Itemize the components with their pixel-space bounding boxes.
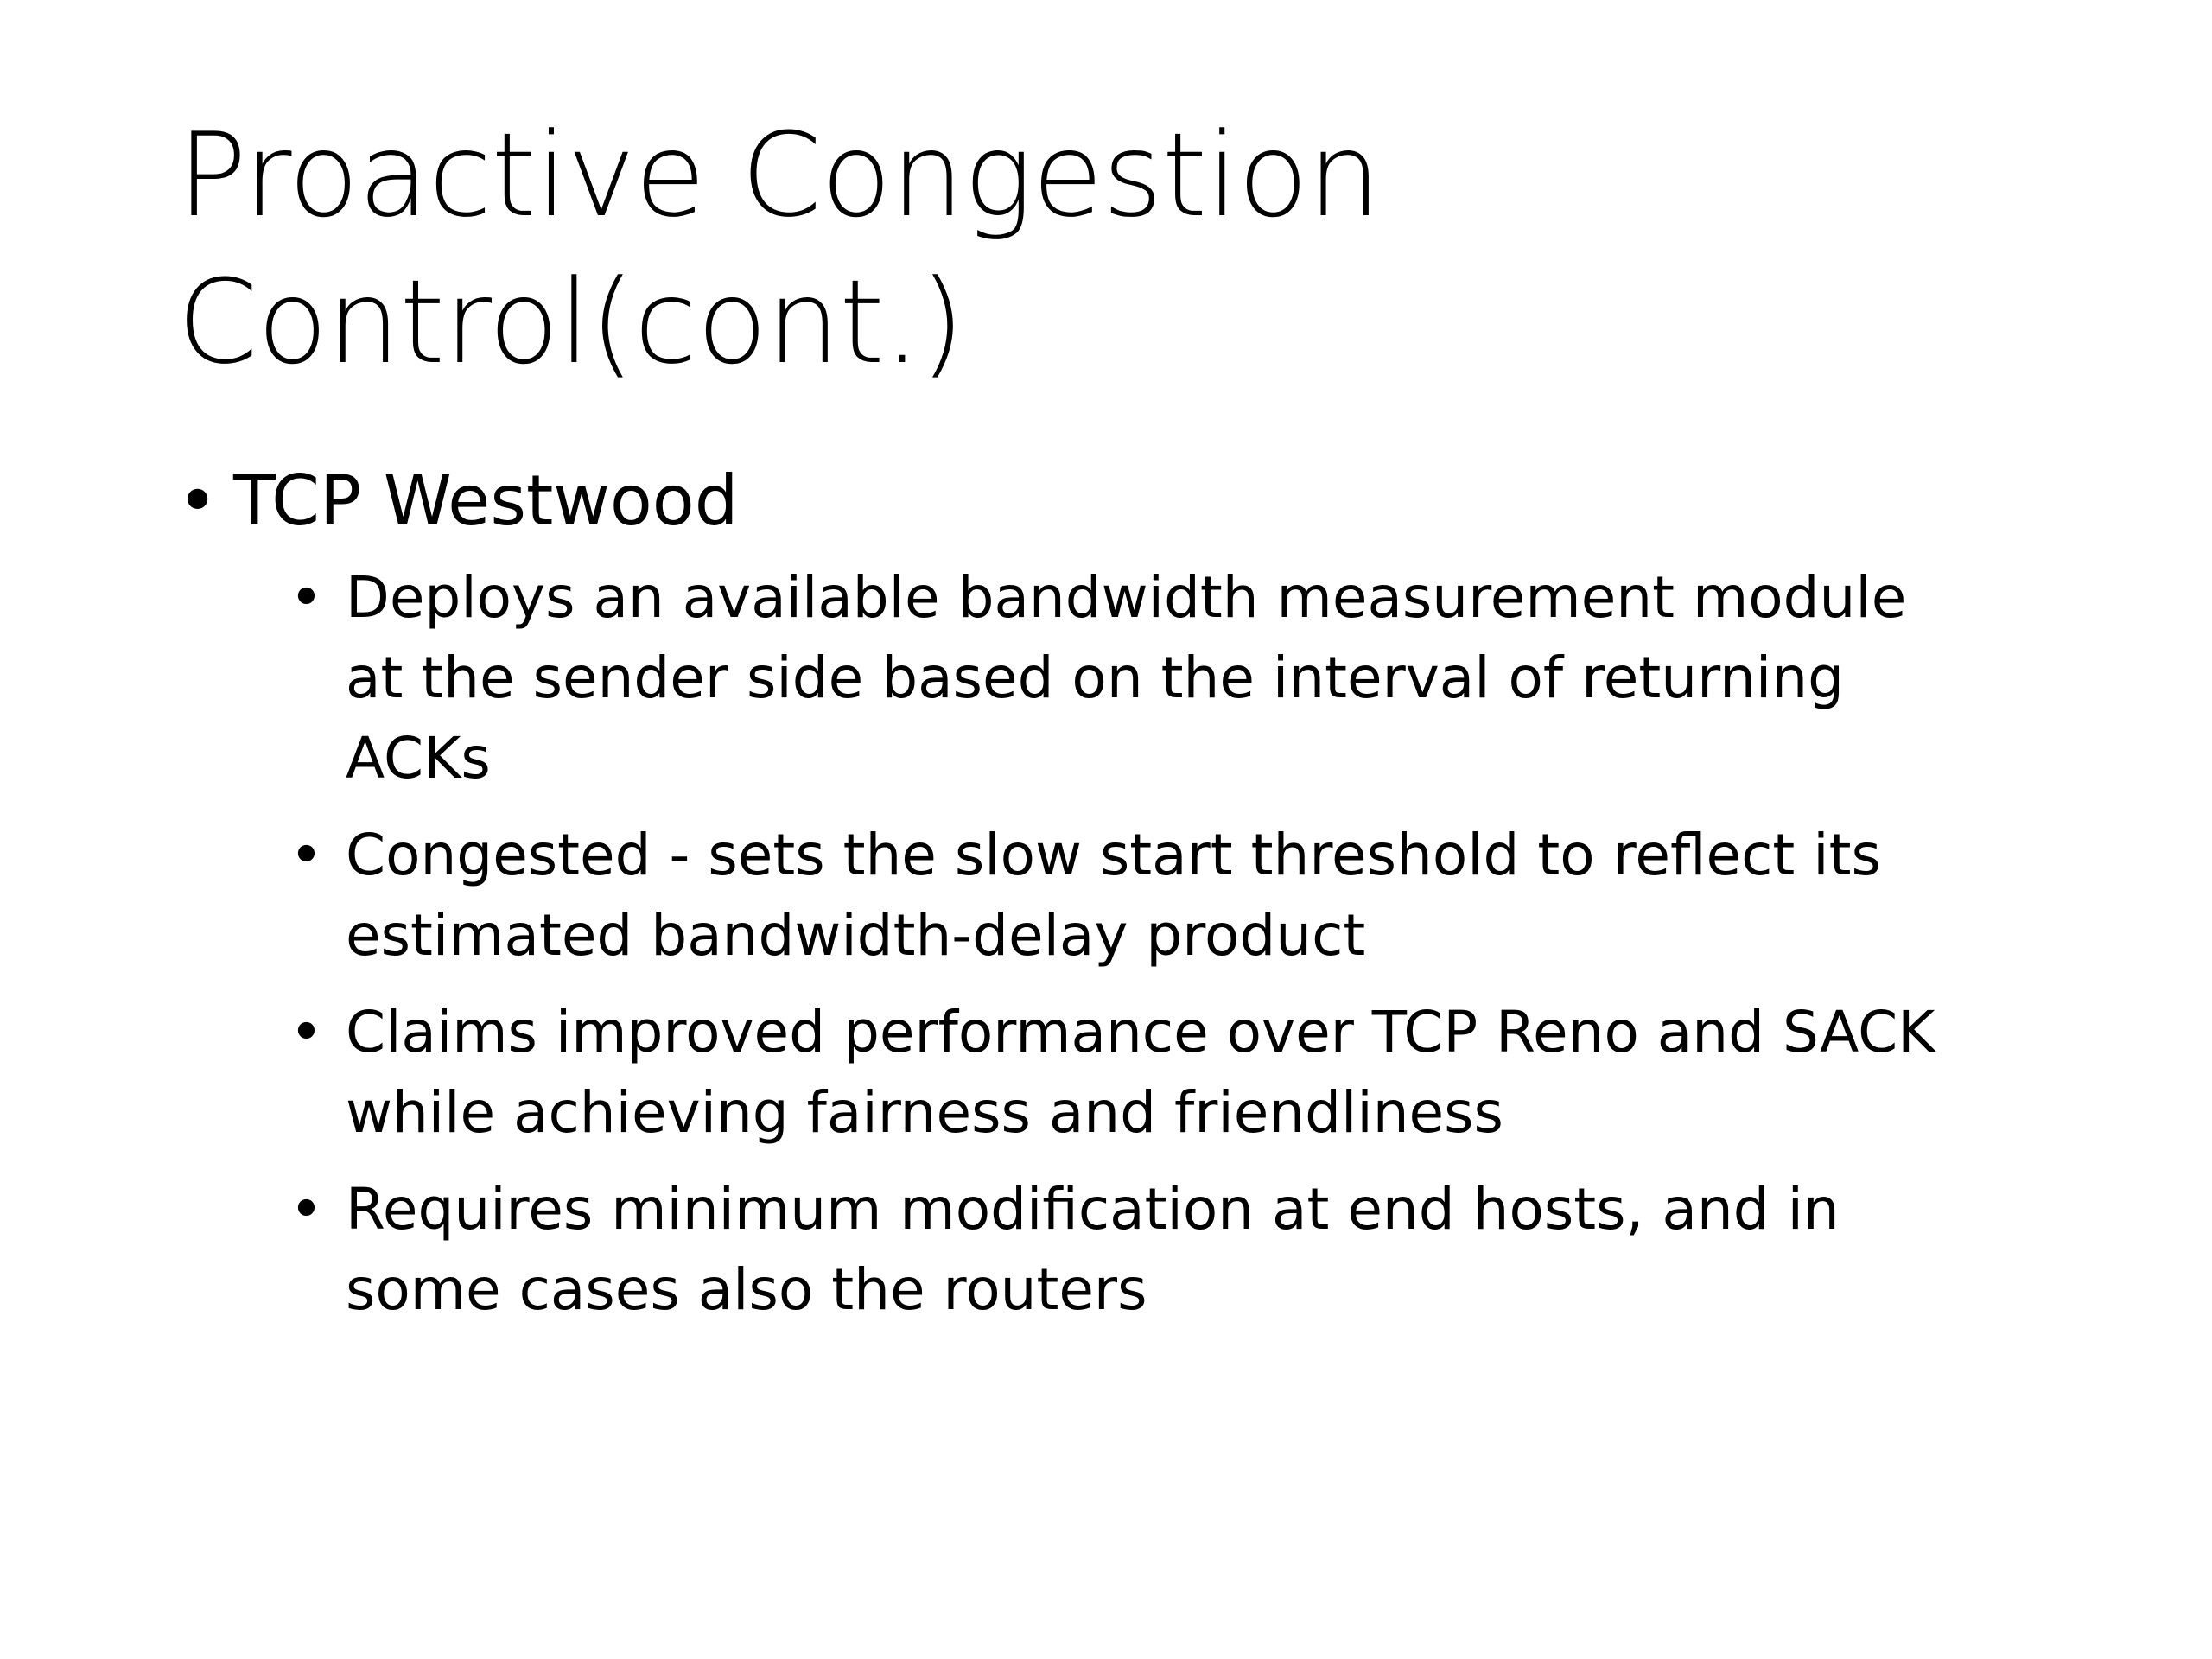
slide-content bbox=[177, 454, 2095, 1346]
sub-bullet-list bbox=[177, 557, 2095, 1330]
sub-bullet bbox=[289, 815, 2091, 976]
sub-bullet-line: Congested - sets the slow start threshold to reflect its bbox=[346, 822, 1881, 888]
bullet-dot-icon: • bbox=[289, 1176, 323, 1243]
main-bullet bbox=[177, 454, 2095, 549]
sub-bullet-line: while achieving fairness and friendliness bbox=[346, 1079, 1503, 1146]
bullet-dot-icon: • bbox=[289, 999, 323, 1065]
bullet-dot-icon: • bbox=[289, 822, 323, 888]
sub-bullet-line: Deploys an available bandwidth measurement module bbox=[346, 564, 1907, 631]
sub-bullet-line: Claims improved performance over TCP Reno and SACK bbox=[346, 999, 1936, 1065]
title-line: Proactive Congestion bbox=[177, 108, 1381, 243]
slide-title bbox=[177, 102, 2078, 396]
sub-bullet bbox=[289, 557, 2091, 798]
sub-bullet bbox=[289, 992, 2091, 1153]
bullet-dot-icon: • bbox=[289, 564, 323, 631]
sub-bullet bbox=[289, 1169, 2091, 1330]
sub-bullet-line: ACKs bbox=[346, 725, 491, 791]
sub-bullet-line: at the sender side based on the interval of returning bbox=[346, 645, 1844, 711]
sub-bullet-line: some cases also the routers bbox=[346, 1256, 1147, 1323]
sub-bullet-line: Requires minimum modification at end hosts, and in bbox=[346, 1176, 1840, 1243]
bullet-dot-icon: • bbox=[177, 461, 219, 541]
main-bullet-text: TCP Westwood bbox=[233, 461, 739, 541]
title-line: Control(cont.) bbox=[177, 255, 964, 390]
sub-bullet-line: estimated bandwidth-delay product bbox=[346, 902, 1366, 969]
